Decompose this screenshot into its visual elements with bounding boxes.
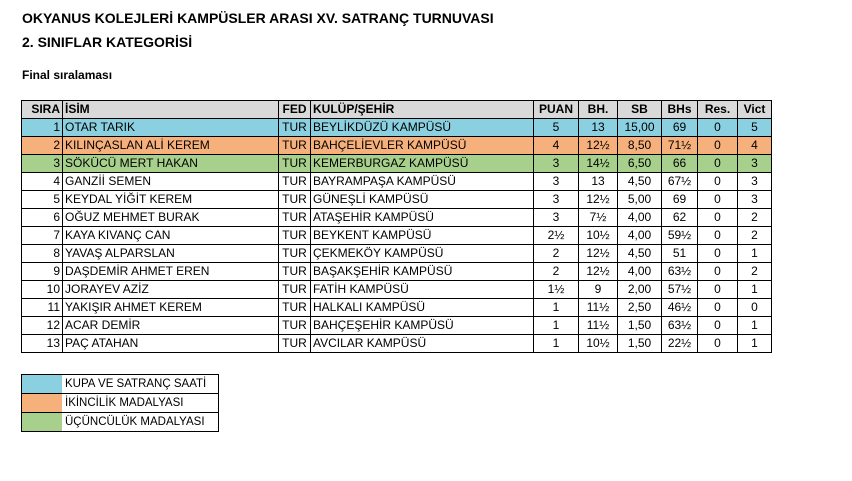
cell-bhs: 66 (662, 155, 698, 173)
cell-fed: TUR (279, 299, 311, 317)
col-header-club: KULÜP/ŞEHİR (311, 101, 534, 119)
cell-rank: 10 (22, 281, 63, 299)
cell-points: 2½ (534, 227, 579, 245)
cell-vict: 2 (738, 227, 772, 245)
cell-points: 1 (534, 317, 579, 335)
cell-rank: 3 (22, 155, 63, 173)
category-title: 2. SINIFLAR KATEGORİSİ (22, 34, 193, 50)
cell-res: 0 (698, 209, 738, 227)
cell-club: BAYRAMPAŞA KAMPÜSÜ (311, 173, 534, 191)
cell-vict: 0 (738, 299, 772, 317)
cell-club: BEYLİKDÜZÜ KAMPÜSÜ (311, 119, 534, 137)
cell-sb: 15,00 (618, 119, 662, 137)
cell-points: 1 (534, 335, 579, 353)
cell-res: 0 (698, 317, 738, 335)
cell-rank: 6 (22, 209, 63, 227)
cell-rank: 13 (22, 335, 63, 353)
table-row (22, 245, 772, 263)
cell-fed: TUR (279, 191, 311, 209)
legend-item-third (21, 412, 219, 432)
cell-points: 5 (534, 119, 579, 137)
standings-subtitle: Final sıralaması (22, 68, 113, 82)
cell-fed: TUR (279, 335, 311, 353)
table-row (22, 299, 772, 317)
cell-bh: 12½ (579, 263, 618, 281)
cell-res: 0 (698, 119, 738, 137)
col-header-name: İSİM (63, 101, 279, 119)
cell-vict: 3 (738, 155, 772, 173)
cell-points: 1 (534, 299, 579, 317)
cell-rank: 12 (22, 317, 63, 335)
cell-bh: 12½ (579, 245, 618, 263)
legend (21, 375, 219, 432)
cell-bh: 10½ (579, 335, 618, 353)
cell-vict: 5 (738, 119, 772, 137)
cell-bh: 7½ (579, 209, 618, 227)
cell-res: 0 (698, 191, 738, 209)
cell-rank: 2 (22, 137, 63, 155)
table-row (22, 137, 772, 155)
col-header-bhs: BHs (662, 101, 698, 119)
cell-vict: 2 (738, 209, 772, 227)
cell-fed: TUR (279, 263, 311, 281)
cell-club: BAHÇEŞEHİR KAMPÜSÜ (311, 317, 534, 335)
cell-name: KILINÇASLAN ALİ KEREM (63, 137, 279, 155)
cell-club: BAŞAKŞEHİR KAMPÜSÜ (311, 263, 534, 281)
cell-sb: 8,50 (618, 137, 662, 155)
cell-club: AVCILAR KAMPÜSÜ (311, 335, 534, 353)
cell-bh: 13 (579, 119, 618, 137)
cell-sb: 5,00 (618, 191, 662, 209)
cell-name: GANZİİ SEMEN (63, 173, 279, 191)
cell-rank: 7 (22, 227, 63, 245)
header-row (22, 101, 772, 119)
cell-bhs: 62 (662, 209, 698, 227)
cell-sb: 2,00 (618, 281, 662, 299)
cell-name: KAYA KIVANÇ CAN (63, 227, 279, 245)
cell-res: 0 (698, 245, 738, 263)
cell-points: 3 (534, 209, 579, 227)
table-row (22, 173, 772, 191)
cell-fed: TUR (279, 281, 311, 299)
cell-bhs: 59½ (662, 227, 698, 245)
col-header-bh: BH. (579, 101, 618, 119)
cell-res: 0 (698, 173, 738, 191)
cell-name: YAVAŞ ALPARSLAN (63, 245, 279, 263)
cell-sb: 6,50 (618, 155, 662, 173)
cell-vict: 1 (738, 245, 772, 263)
cell-points: 2 (534, 245, 579, 263)
legend-swatch-blue (22, 375, 62, 393)
cell-points: 3 (534, 155, 579, 173)
cell-fed: TUR (279, 227, 311, 245)
tournament-title: OKYANUS KOLEJLERİ KAMPÜSLER ARASI XV. SATRANÇ TURNUVASI (22, 10, 494, 26)
cell-club: ATAŞEHİR KAMPÜSÜ (311, 209, 534, 227)
cell-res: 0 (698, 299, 738, 317)
legend-label: İKİNCİLİK MADALYASI (65, 397, 184, 409)
cell-sb: 4,50 (618, 173, 662, 191)
col-header-vict: Vict (738, 101, 772, 119)
cell-rank: 8 (22, 245, 63, 263)
cell-bhs: 69 (662, 119, 698, 137)
cell-bhs: 46½ (662, 299, 698, 317)
cell-bhs: 22½ (662, 335, 698, 353)
cell-sb: 4,00 (618, 209, 662, 227)
legend-label: KUPA VE SATRANÇ SAATİ (65, 378, 207, 390)
legend-swatch-orange (22, 394, 62, 412)
cell-bh: 12½ (579, 137, 618, 155)
cell-name: OĞUZ MEHMET BURAK (63, 209, 279, 227)
cell-name: JORAYEV AZİZ (63, 281, 279, 299)
cell-fed: TUR (279, 137, 311, 155)
cell-name: YAKIŞIR AHMET KEREM (63, 299, 279, 317)
table-row (22, 317, 772, 335)
cell-res: 0 (698, 227, 738, 245)
cell-sb: 1,50 (618, 335, 662, 353)
cell-bh: 9 (579, 281, 618, 299)
cell-res: 0 (698, 263, 738, 281)
cell-bhs: 69 (662, 191, 698, 209)
cell-fed: TUR (279, 245, 311, 263)
table-row (22, 227, 772, 245)
cell-rank: 5 (22, 191, 63, 209)
cell-bh: 10½ (579, 227, 618, 245)
cell-name: DAŞDEMİR AHMET EREN (63, 263, 279, 281)
cell-fed: TUR (279, 173, 311, 191)
cell-res: 0 (698, 281, 738, 299)
cell-club: KEMERBURGAZ KAMPÜSÜ (311, 155, 534, 173)
cell-sb: 4,50 (618, 245, 662, 263)
cell-sb: 4,00 (618, 263, 662, 281)
cell-points: 3 (534, 173, 579, 191)
cell-sb: 1,50 (618, 317, 662, 335)
cell-sb: 4,00 (618, 227, 662, 245)
cell-bh: 14½ (579, 155, 618, 173)
cell-fed: TUR (279, 119, 311, 137)
cell-bhs: 51 (662, 245, 698, 263)
cell-bhs: 57½ (662, 281, 698, 299)
table-row (22, 281, 772, 299)
cell-fed: TUR (279, 209, 311, 227)
cell-points: 1½ (534, 281, 579, 299)
legend-item-second (21, 393, 219, 413)
cell-name: OTAR TARIK (63, 119, 279, 137)
cell-vict: 2 (738, 263, 772, 281)
cell-rank: 9 (22, 263, 63, 281)
cell-name: ACAR DEMİR (63, 317, 279, 335)
cell-sb: 2,50 (618, 299, 662, 317)
cell-fed: TUR (279, 317, 311, 335)
cell-club: FATİH KAMPÜSÜ (311, 281, 534, 299)
cell-res: 0 (698, 155, 738, 173)
cell-points: 3 (534, 191, 579, 209)
cell-bhs: 63½ (662, 317, 698, 335)
cell-vict: 1 (738, 335, 772, 353)
cell-points: 2 (534, 263, 579, 281)
cell-vict: 3 (738, 173, 772, 191)
cell-vict: 3 (738, 191, 772, 209)
cell-club: GÜNEŞLİ KAMPÜSÜ (311, 191, 534, 209)
legend-swatch-green (22, 413, 62, 431)
cell-bh: 13 (579, 173, 618, 191)
cell-rank: 1 (22, 119, 63, 137)
cell-vict: 1 (738, 317, 772, 335)
cell-bh: 12½ (579, 191, 618, 209)
cell-bh: 11½ (579, 299, 618, 317)
col-header-sb: SB (618, 101, 662, 119)
cell-bhs: 67½ (662, 173, 698, 191)
col-header-res: Res. (698, 101, 738, 119)
cell-bhs: 63½ (662, 263, 698, 281)
table-row (22, 209, 772, 227)
col-header-rank: SIRA (22, 101, 63, 119)
cell-points: 4 (534, 137, 579, 155)
cell-name: KEYDAL YİĞİT KEREM (63, 191, 279, 209)
cell-vict: 1 (738, 281, 772, 299)
cell-res: 0 (698, 137, 738, 155)
cell-rank: 11 (22, 299, 63, 317)
cell-name: PAÇ ATAHAN (63, 335, 279, 353)
cell-rank: 4 (22, 173, 63, 191)
col-header-fed: FED (279, 101, 311, 119)
cell-club: BEYKENT KAMPÜSÜ (311, 227, 534, 245)
table-row (22, 155, 772, 173)
cell-club: ÇEKMEKÖY KAMPÜSÜ (311, 245, 534, 263)
table-row (22, 263, 772, 281)
standings-table (21, 100, 772, 353)
table-row (22, 119, 772, 137)
cell-club: BAHÇELİEVLER KAMPÜSÜ (311, 137, 534, 155)
cell-bhs: 71½ (662, 137, 698, 155)
cell-club: HALKALI KAMPÜSÜ (311, 299, 534, 317)
cell-vict: 4 (738, 137, 772, 155)
cell-fed: TUR (279, 155, 311, 173)
cell-bh: 11½ (579, 317, 618, 335)
table-row (22, 335, 772, 353)
legend-label: ÜÇÜNCÜLÜK MADALYASI (65, 416, 205, 428)
col-header-points: PUAN (534, 101, 579, 119)
cell-res: 0 (698, 335, 738, 353)
table-row (22, 191, 772, 209)
cell-name: SÖKÜCÜ MERT HAKAN (63, 155, 279, 173)
legend-item-trophy (21, 374, 219, 394)
